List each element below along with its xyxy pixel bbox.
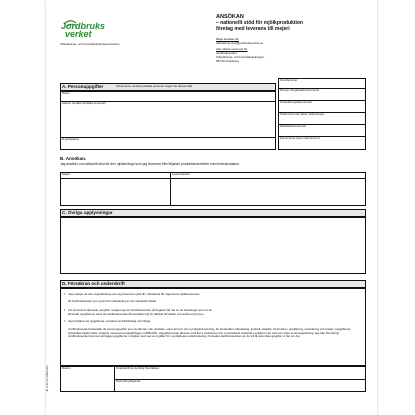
logo-line1: Jordbruks (61, 21, 106, 31)
field-signature[interactable]: Underskrift av behörig företrädare (116, 366, 160, 370)
jordbruksverket-logo (60, 18, 106, 40)
logo-tagline: Utbetalnings- och kontrollavdelningen/enheten (60, 42, 120, 46)
table-col-mejeri: Mejeri (62, 172, 70, 176)
bullet-1-mark: • (64, 292, 66, 296)
field-person-org-number[interactable]: Person-/Organisationsnummer (280, 88, 320, 92)
field-email[interactable]: E-postadress (62, 137, 80, 141)
declaration-3: Jag försäkrar att uppgifterna i ansökan är fullständiga och riktiga. (68, 319, 151, 323)
field-fax[interactable]: Faxnummer (även riktnummer) (280, 136, 320, 140)
form-subtitle-2: företag med leverans till mejeri (216, 26, 290, 32)
field-kundnummer[interactable]: Kundnummer (280, 78, 298, 82)
section-c-box[interactable] (60, 217, 366, 274)
field-name[interactable]: Namn (62, 91, 70, 95)
bullet-3-mark: • (64, 319, 66, 323)
address-line-1: Jordbruksverket (216, 51, 237, 55)
declaration-1a: Jag medger att den mejeriföretag som jag levererar mjölk till, månadsvis får rapportera mjölkleveranser (68, 292, 200, 296)
section-a-box (60, 91, 276, 150)
section-a-title: A. Personuppgifter (62, 84, 104, 89)
send-to-label: Mejla ansökan till: (216, 37, 239, 41)
field-production-number[interactable]: Produktionsplatsnummer (280, 100, 312, 104)
section-b-text: Jag ansöker om nationellt stöd för den mjölkmängd som jag levererar från följande produktionsenheter med leveransdatum. (60, 162, 240, 166)
declaration-2b: lämnade uppgifterna, samt att Jordbruksverket får kontakta mig för tillträde till lokaler och andra utrymmen. (68, 312, 205, 316)
field-phone[interactable]: Telefonnummer (även riktnummer) (280, 112, 325, 116)
address-line-2: Utbetalnings- och kontrollavdelningen (216, 55, 265, 59)
address-line-3: 551 82 Jönköping (216, 59, 239, 63)
alt-send-label: eller skicka med post till: (216, 47, 248, 51)
section-d-title: D. Försäkran och underskrift (62, 281, 125, 286)
form-subtitle-1: – nationellt stöd för mjölkproduktion (216, 20, 303, 26)
form-title: ANSÖKAN (216, 14, 244, 20)
declaration-1b: till Jordbruksverket som grund för utbetalning av det nationella stödet. (68, 299, 158, 303)
logo-line2: verket (65, 29, 92, 39)
field-address[interactable]: Adress (endast juridiska personer) (62, 101, 107, 105)
declaration-2a: För kontroll av lämnade uppgifter medger jag att Jordbruksverket på begäran får del av de handlingar som rör de (68, 308, 212, 312)
section-a-note: (Observera, endast juridiska personer anger sitt adress fält) (116, 84, 193, 88)
section-c-title: C. Övriga upplysningar (62, 210, 113, 215)
application-form-page (46, 0, 377, 415)
field-date[interactable]: Datum (62, 366, 71, 370)
section-b-title: B. Ansökan. (60, 156, 87, 161)
bullet-2-mark: • (64, 308, 66, 312)
privacy-paragraph: Jordbruksverket behandlar de personuppgifter som du lämnar i din ansökan, samt att led i vår myndighetsutövning, för ändamålen utbetalning, kontroll, statistik, information, uppföljning, utvärdering och analys. Uppgifterna behandlas elektroniskt i enlighet med personuppgiftslagen (1998:204). Uppgifterna kan lämnas ut till EU:s institutioner för motsvarande ändamål i enlighet med vad som följer av EU-lagstiftning, lag eller förordning. Jordbruksverket kommer att lägga uppgifterna i enlighet med vad som gäller för myndigheters arkivhantering. Kontakta Jordbruksverket om du vill få veta vilka uppgifter vi har om dig. (68, 327, 351, 339)
table-col-leverantorsnr: Leverantörsnr (172, 172, 190, 176)
form-side-code: Jo 3:41 v1 (2014-11) (45, 365, 50, 392)
field-name-clarification[interactable]: Namnförtydligande (116, 379, 141, 383)
send-email[interactable]: utbetalning.stod@jordbruksverket.se (216, 41, 263, 45)
field-mobile[interactable]: Mobiltelefonnummer (280, 124, 307, 128)
